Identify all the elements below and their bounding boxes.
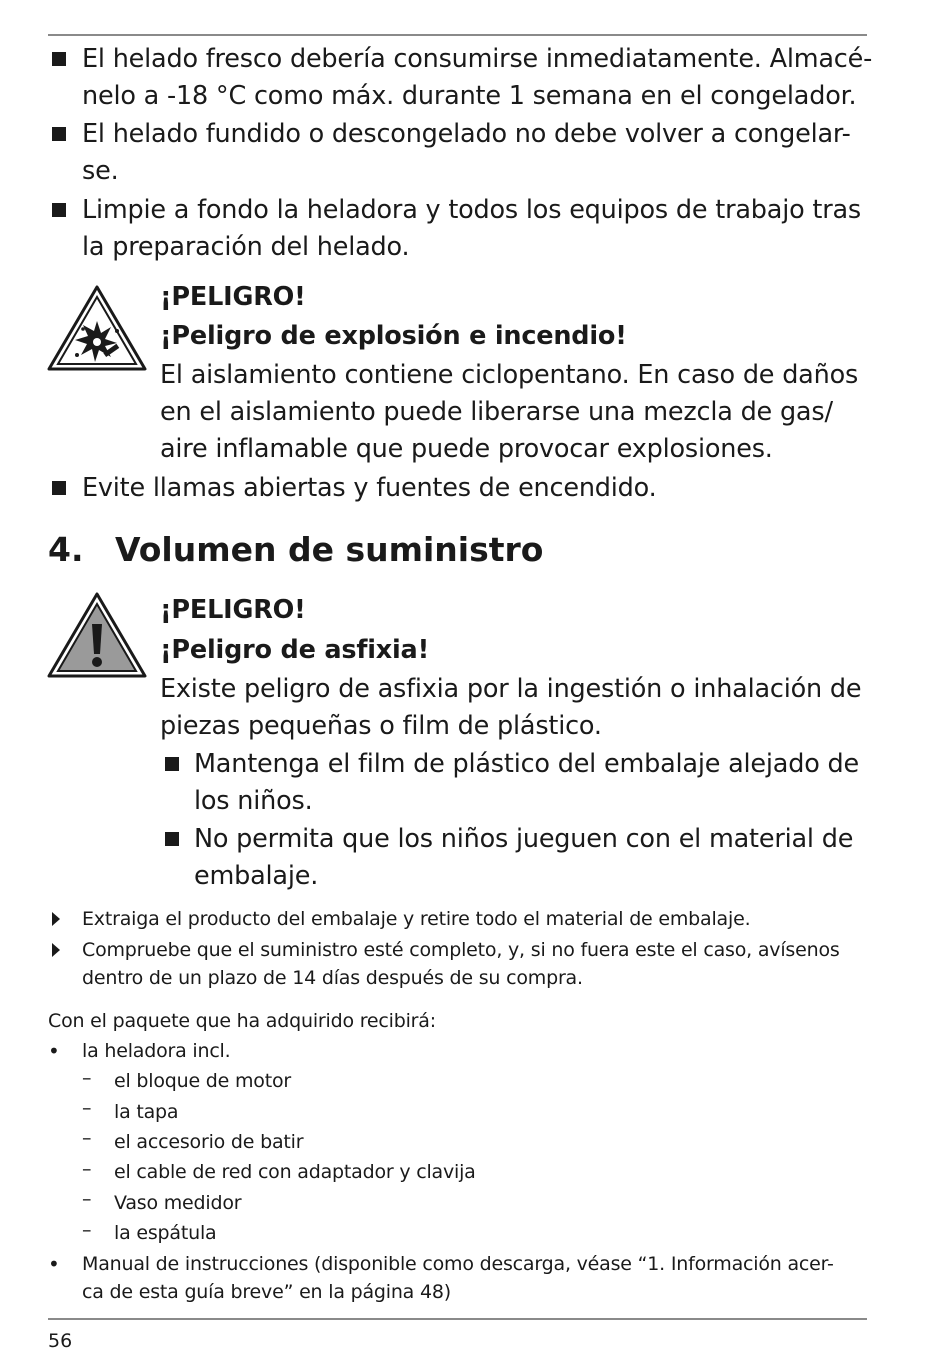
step-text: dentro de un plazo de 14 días después de su compra.: [82, 967, 583, 989]
warning-subtitle: ¡Peligro de asfixia!: [160, 635, 429, 665]
exclamation-warning-icon: [47, 592, 147, 678]
package-subitem: la tapa: [114, 1101, 179, 1123]
package-item: ca de esta guía breve” en la página 48): [82, 1281, 451, 1303]
package-subitem: el bloque de motor: [114, 1070, 292, 1092]
bullet-text: se.: [82, 156, 119, 186]
bullet-dot: •: [48, 1039, 60, 1063]
bullet-text: nelo a -18 °C como máx. durante 1 semana en el congelador.: [82, 81, 857, 111]
package-subitem: Vaso medidor: [114, 1192, 242, 1214]
warning-subtitle: ¡Peligro de explosión e incendio!: [160, 321, 627, 351]
bullet-dot: •: [48, 1252, 60, 1276]
package-subitem: la espátula: [114, 1222, 217, 1244]
bullet-text: El helado fundido o descongelado no debe volver a congelar-: [82, 119, 851, 149]
bullet-text: la preparación del helado.: [82, 232, 410, 262]
bullet-text: Limpie a fondo la heladora y todos los equipos de trabajo tras: [82, 195, 861, 225]
section-heading: [48, 530, 543, 569]
dash-marker: –: [82, 1158, 92, 1180]
section-title: Volumen de suministro: [115, 530, 544, 569]
bullet-square: [52, 127, 66, 141]
warning-title: ¡PELIGRO!: [160, 282, 306, 312]
package-item: la heladora incl.: [82, 1040, 231, 1062]
explosion-warning-icon: [47, 285, 147, 371]
bullet-text: embalaje.: [194, 861, 319, 891]
package-item: Manual de instrucciones (disponible como descarga, véase “1. Información acer-: [82, 1253, 834, 1275]
warning-text: en el aislamiento puede liberarse una mezcla de gas/: [160, 397, 833, 427]
section-number: 4.: [48, 530, 84, 569]
bullet-text: Mantenga el film de plástico del embalaje alejado de: [194, 749, 859, 779]
bullet-square: [165, 757, 179, 771]
bottom-rule: [48, 1318, 867, 1320]
bullet-square: [52, 481, 66, 495]
bullet-square: [52, 52, 66, 66]
dash-marker: –: [82, 1097, 92, 1119]
bullet-text: El helado fresco debería consumirse inmediatamente. Almacé-: [82, 44, 873, 74]
top-rule: [48, 34, 867, 36]
page-number: 56: [48, 1330, 73, 1352]
warning-text: piezas pequeñas o film de plástico.: [160, 711, 602, 741]
step-text: Extraiga el producto del embalaje y retire todo el material de embalaje.: [82, 908, 751, 930]
step-arrow-icon: [52, 912, 60, 926]
step-arrow-icon: [52, 943, 60, 957]
dash-marker: –: [82, 1188, 92, 1210]
bullet-text: No permita que los niños jueguen con el material de: [194, 824, 854, 854]
dash-marker: –: [82, 1127, 92, 1149]
dash-marker: –: [82, 1067, 92, 1089]
warning-text: El aislamiento contiene ciclopentano. En caso de daños: [160, 360, 859, 390]
bullet-text: los niños.: [194, 786, 313, 816]
dash-marker: –: [82, 1219, 92, 1241]
package-subitem: el accesorio de batir: [114, 1131, 304, 1153]
package-intro: Con el paquete que ha adquirido recibirá:: [48, 1010, 436, 1032]
warning-text: aire inflamable que puede provocar explosiones.: [160, 434, 773, 464]
step-text: Compruebe que el suministro esté completo, y, si no fuera este el caso, avísenos: [82, 939, 840, 961]
bullet-square: [52, 203, 66, 217]
bullet-text: Evite llamas abiertas y fuentes de encendido.: [82, 473, 657, 503]
bullet-square: [165, 832, 179, 846]
warning-title: ¡PELIGRO!: [160, 595, 306, 625]
package-subitem: el cable de red con adaptador y clavija: [114, 1161, 476, 1183]
warning-text: Existe peligro de asfixia por la ingestión o inhalación de: [160, 674, 862, 704]
